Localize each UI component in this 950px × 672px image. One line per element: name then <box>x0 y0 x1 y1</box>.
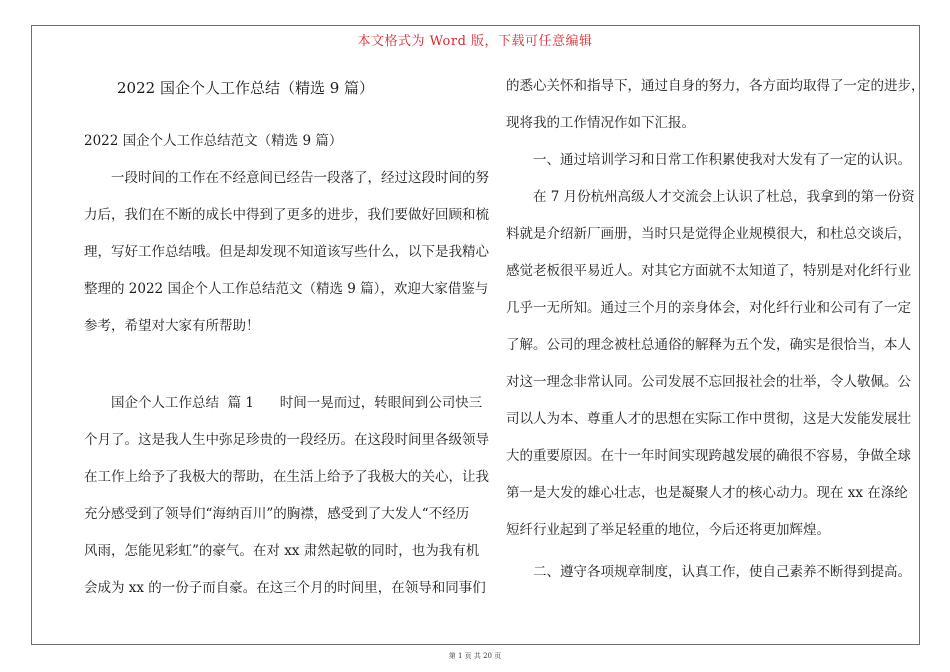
paragraph-line: 力后，我们在不断的成长中得到了更多的进步，我们要做好回顾和梳 <box>84 207 489 223</box>
paragraph-line: 料就是介绍新厂画册，当时只是觉得企业规模很大，和杜总交谈后， <box>506 226 911 242</box>
paragraph-line: 一段时间的工作在不经意间已经告一段落了，经过这段时间的努 <box>111 170 489 186</box>
paragraph-line: 感觉老板很平易近人。对其它方面就不太知道了，特别是对化纤行业 <box>506 263 911 279</box>
paragraph-line: 会成为 xx 的一份子而自豪。在这三个月的时间里，在领导和同事们 <box>84 580 486 596</box>
paragraph-line: 几乎一无所知。通过三个月的亲身体会，对化纤行业和公司有了一定 <box>506 300 911 316</box>
paragraph-line: 整理的 2022 国企个人工作总结范文（精选 9 篇），欢迎大家借鉴与 <box>84 281 489 297</box>
paragraph-line: 对这一理念非常认同。公司发展不忘回报社会的壮举，令人敬佩。公 <box>506 374 911 390</box>
format-banner: 本文格式为 Word 版，下载可任意编辑 <box>357 34 593 49</box>
document-subtitle: 2022 国企个人工作总结范文（精选 9 篇） <box>84 133 343 149</box>
page-number-footer: 第 1 页 共 20 页 <box>448 652 502 660</box>
section-heading-line: 二、遵守各项规章制度，认真工作，使自己素养不断得到提高。 <box>533 564 911 580</box>
paragraph-line: 个月了。这是我人生中弥足珍贵的一段经历。在这段时间里各级领导 <box>84 432 489 448</box>
paragraph-line: 了解。公司的理念被杜总通俗的解释为五个发，确实是很恰当，本人 <box>506 337 911 353</box>
paragraph-line: 风雨，怎能见彩虹”的豪气。在对 xx 肃然起敬的同时，也为我有机 <box>84 543 480 559</box>
paragraph-line: 第一是大发的雄心壮志，也是凝聚人才的核心动力。现在 xx 在涤纶 <box>506 485 908 501</box>
paragraph-line: 的悉心关怀和指导下，通过自身的努力，各方面均取得了一定的进步， <box>506 78 925 94</box>
paragraph-line: 大的重要原因。在十一年时间实现跨越发展的确很不容易，争做全球 <box>506 448 911 464</box>
paragraph-line: 充分感受到了领导们“海纳百川”的胸襟，感受到了大发人“不经历 <box>84 506 470 522</box>
document-title: 2022 国企个人工作总结（精选 9 篇） <box>117 79 375 97</box>
paragraph-line: 在工作上给予了我极大的帮助，在生活上给予了我极大的关心，让我 <box>84 469 489 485</box>
paragraph-line: 在 7 月份杭州高级人才交流会上认识了杜总，我拿到的第一份资 <box>533 189 915 205</box>
paragraph-line: 现将我的工作情况作如下汇报。 <box>506 115 695 131</box>
paragraph-line: 理，写好工作总结哦。但是却发现不知道该写些什么，以下是我精心 <box>84 244 489 260</box>
paragraph-line: 短纤行业起到了举足轻重的地位，今后还将更加辉煌。 <box>506 522 830 538</box>
section-heading-line: 一、通过培训学习和日常工作积累使我对大发有了一定的认识。 <box>533 152 911 168</box>
section-heading-line: 国企个人工作总结 篇 1 时间一晃而过，转眼间到公司快三 <box>111 395 483 411</box>
paragraph-line: 司以人为本、尊重人才的思想在实际工作中贯彻，这是大发能发展壮 <box>506 411 911 427</box>
paragraph-line: 参考，希望对大家有所帮助！ <box>84 318 260 334</box>
